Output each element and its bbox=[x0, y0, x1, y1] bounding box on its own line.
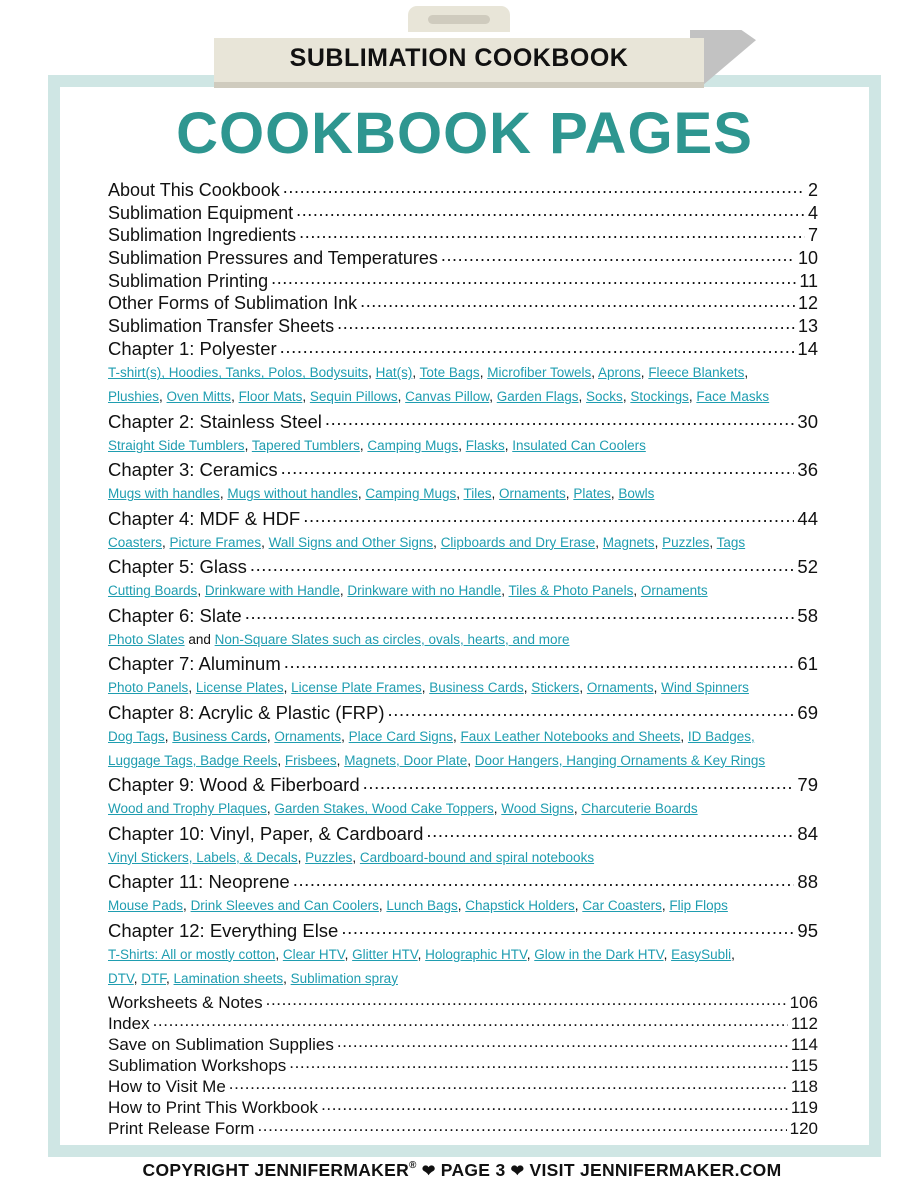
toc-entry-page: 30 bbox=[797, 410, 818, 432]
toc-entry[interactable] bbox=[108, 201, 818, 224]
project-link[interactable]: Socks bbox=[586, 389, 623, 405]
project-link[interactable]: Drinkware with Handle bbox=[204, 583, 340, 599]
toc-entry-page: 84 bbox=[797, 822, 818, 844]
toc-entry-page: 4 bbox=[807, 202, 818, 223]
dot-leader bbox=[360, 291, 795, 309]
project-link[interactable]: Dog Tags bbox=[108, 728, 165, 744]
registered-mark: ® bbox=[409, 1160, 417, 1171]
project-link[interactable]: Ornaments bbox=[274, 728, 342, 744]
toc-entry-title: Chapter 12: Everything Else bbox=[108, 919, 339, 941]
project-link[interactable]: Tapered Tumblers bbox=[251, 437, 360, 453]
dot-leader bbox=[441, 246, 795, 264]
project-link[interactable]: Picture Frames bbox=[169, 534, 262, 550]
project-link[interactable]: Lamination sheets bbox=[173, 970, 284, 986]
toc-entry-title: Sublimation Transfer Sheets bbox=[108, 316, 335, 337]
project-link[interactable]: Photo Panels bbox=[108, 680, 189, 696]
toc-entry[interactable] bbox=[108, 314, 818, 337]
toc-entry-page: 95 bbox=[797, 919, 818, 941]
dot-leader bbox=[337, 314, 795, 332]
project-link[interactable]: Chapstick Holders bbox=[465, 898, 575, 914]
dot-leader bbox=[363, 773, 795, 792]
project-link[interactable]: Stockings bbox=[630, 389, 689, 405]
chapter-project-links: Cutting Boards, Drinkware with Handle, Drinkware with no Handle, Tiles & Photo Panels, Ornaments bbox=[108, 583, 708, 599]
toc-entry[interactable] bbox=[108, 700, 818, 725]
toc-entry-title: Chapter 5: Glass bbox=[108, 556, 247, 578]
toc-entry-title: Chapter 1: Polyester bbox=[108, 338, 277, 360]
toc-entry[interactable] bbox=[108, 1054, 818, 1075]
toc-entry-title: How to Visit Me bbox=[108, 1076, 226, 1096]
toc-entry-title: Chapter 4: MDF & HDF bbox=[108, 507, 301, 529]
dot-leader bbox=[289, 1054, 788, 1071]
project-link[interactable]: Camping Mugs bbox=[367, 437, 459, 453]
project-link[interactable]: T-shirt(s), Hoodies, Tanks, Polos, Bodysuits bbox=[108, 365, 369, 381]
toc-entry-page: 14 bbox=[797, 338, 818, 360]
chapter-project-links: DTV, DTF, Lamination sheets, Sublimation spray bbox=[108, 970, 398, 986]
project-link[interactable]: Fleece Blankets bbox=[648, 365, 745, 381]
project-link[interactable]: Mouse Pads bbox=[108, 898, 184, 914]
toc-entry[interactable] bbox=[108, 1033, 818, 1054]
project-link[interactable]: Garden Flags bbox=[496, 389, 579, 405]
project-link[interactable]: Photo Slates bbox=[108, 631, 185, 647]
project-link[interactable]: Tiles & Photo Panels bbox=[508, 583, 634, 599]
toc-entry-page: 2 bbox=[807, 180, 818, 200]
toc-entry-page: 112 bbox=[790, 1013, 818, 1033]
project-link[interactable]: ID Badges, bbox=[687, 728, 755, 744]
toc-entry-page: 58 bbox=[797, 604, 818, 626]
project-link[interactable]: Vinyl Stickers, Labels, & Decals bbox=[108, 849, 298, 865]
toc-entry-title: Chapter 11: Neoprene bbox=[108, 871, 290, 893]
project-link[interactable]: Non-Square Slates such as circles, ovals, hearts, and more bbox=[214, 631, 570, 647]
dot-leader bbox=[426, 821, 794, 840]
toc-entry[interactable] bbox=[108, 991, 818, 1012]
project-link[interactable]: License Plates bbox=[195, 680, 284, 696]
toc-entry-page: 13 bbox=[797, 316, 818, 337]
dot-leader bbox=[293, 870, 795, 889]
project-link[interactable]: DTV bbox=[108, 970, 134, 986]
project-link[interactable]: Magnets, Door Plate bbox=[344, 752, 468, 768]
project-link[interactable]: Wood and Trophy Plaques bbox=[108, 801, 267, 817]
dot-leader bbox=[250, 555, 795, 574]
project-link[interactable]: Wood Signs bbox=[501, 801, 574, 817]
toc-entry[interactable] bbox=[108, 870, 818, 895]
chapter-project-links: Luggage Tags, Badge Reels, Frisbees, Magnets, Door Plate, Door Hangers, Hanging Ornaments & Key Rings bbox=[108, 752, 766, 768]
toc-entry-title: Sublimation Ingredients bbox=[108, 225, 297, 246]
project-link[interactable]: Tiles bbox=[463, 486, 492, 502]
project-link[interactable]: Ornaments bbox=[499, 486, 566, 502]
project-link[interactable]: Puzzles bbox=[305, 849, 353, 865]
toc-entry[interactable] bbox=[108, 652, 818, 677]
project-link[interactable]: Ornaments bbox=[640, 583, 708, 599]
heart-icon: ❤ bbox=[421, 1163, 436, 1180]
chapter-project-links: Coasters, Picture Frames, Wall Signs and Other Signs, Clipboards and Dry Erase, Magnets, Puzzles, Tags bbox=[108, 534, 746, 550]
toc-entry-page: 106 bbox=[789, 992, 818, 1012]
project-link[interactable]: Sequin Pillows bbox=[309, 389, 398, 405]
toc-entry-title: Chapter 3: Ceramics bbox=[108, 459, 278, 481]
toc-entry-page: 88 bbox=[797, 871, 818, 893]
toc-entry-title: Worksheets & Notes bbox=[108, 992, 263, 1012]
toc-entry-page: 118 bbox=[790, 1076, 818, 1096]
toc-entry[interactable] bbox=[108, 821, 818, 846]
project-link[interactable]: Clipboards and Dry Erase bbox=[440, 534, 596, 550]
toc-entry-title: Sublimation Equipment bbox=[108, 202, 294, 223]
project-link[interactable]: Plates bbox=[573, 486, 611, 502]
chapter-project-links: Vinyl Stickers, Labels, & Decals, Puzzles, Cardboard-bound and spiral notebooks bbox=[108, 849, 595, 865]
project-link[interactable]: DTF bbox=[141, 970, 167, 986]
toc-entry-title: Print Release Form bbox=[108, 1118, 255, 1138]
chapter-project-links: Straight Side Tumblers, Tapered Tumblers, Camping Mugs, Flasks, Insulated Can Coolers bbox=[108, 437, 646, 453]
toc-entry[interactable] bbox=[108, 1012, 818, 1033]
toc-entry-title: Save on Sublimation Supplies bbox=[108, 1034, 334, 1054]
footer-page-number: PAGE 3 bbox=[440, 1160, 506, 1180]
chapter-project-links: Photo Panels, License Plates, License Plate Frames, Business Cards, Stickers, Ornaments, Wind Spinners bbox=[108, 680, 749, 696]
toc-entry-page: 36 bbox=[797, 459, 818, 481]
project-link[interactable]: Glitter HTV bbox=[352, 946, 418, 962]
project-link[interactable]: Plushies bbox=[108, 389, 160, 405]
project-link[interactable]: Mugs without handles bbox=[227, 486, 358, 502]
toc-entry[interactable] bbox=[108, 246, 818, 269]
project-link[interactable]: Glow in the Dark HTV bbox=[534, 946, 664, 962]
project-link[interactable]: Canvas Pillow bbox=[405, 389, 490, 405]
connector-text: and bbox=[188, 631, 211, 647]
toc-entry-page: 120 bbox=[789, 1118, 818, 1138]
toc-entry-page: 52 bbox=[797, 556, 818, 578]
project-link[interactable]: Cutting Boards bbox=[108, 583, 198, 599]
toc-entry-title: Sublimation Pressures and Temperatures bbox=[108, 248, 438, 269]
project-link[interactable]: Mugs with handles bbox=[108, 486, 220, 502]
toc-entry-title: Chapter 2: Stainless Steel bbox=[108, 410, 322, 432]
toc-entry-title: Chapter 8: Acrylic & Plastic (FRP) bbox=[108, 701, 385, 723]
project-link[interactable]: Faux Leather Notebooks and Sheets bbox=[460, 728, 681, 744]
chapter-project-links bbox=[108, 628, 818, 652]
tab-base bbox=[214, 82, 704, 88]
dot-leader bbox=[280, 337, 795, 356]
toc-entry-page: 119 bbox=[790, 1097, 818, 1117]
toc-entry[interactable] bbox=[108, 269, 818, 292]
dot-leader bbox=[321, 1096, 788, 1113]
toc-entry-title: Sublimation Printing bbox=[108, 270, 269, 291]
dot-leader bbox=[271, 269, 796, 287]
dot-leader bbox=[229, 1075, 788, 1092]
project-link[interactable]: Flip Flops bbox=[669, 898, 728, 914]
toc-entry[interactable] bbox=[108, 918, 818, 943]
dot-leader bbox=[388, 700, 795, 719]
toc-entry-title: About This Cookbook bbox=[108, 180, 280, 200]
toc-entry-title: Other Forms of Sublimation Ink bbox=[108, 293, 358, 314]
toc-entry-title: Sublimation Workshops bbox=[108, 1055, 287, 1075]
chapter-project-links: Wood and Trophy Plaques, Garden Stakes, Wood Cake Toppers, Wood Signs, Charcuterie Boards bbox=[108, 801, 698, 817]
project-link[interactable]: Magnets bbox=[602, 534, 655, 550]
project-link[interactable]: EasySubli bbox=[671, 946, 732, 962]
dot-leader bbox=[245, 603, 795, 622]
project-link[interactable]: Floor Mats bbox=[238, 389, 303, 405]
project-link[interactable]: Wall Signs and Other Signs bbox=[268, 534, 434, 550]
toc-entry-title: Index bbox=[108, 1013, 150, 1033]
dot-leader bbox=[325, 409, 795, 428]
project-link[interactable]: Frisbees bbox=[284, 752, 337, 768]
footer-visit-link[interactable]: VISIT JENNIFERMAKER.COM bbox=[529, 1160, 782, 1180]
toc-entry[interactable] bbox=[108, 1117, 818, 1138]
project-link[interactable]: Sublimation spray bbox=[290, 970, 398, 986]
dot-leader bbox=[299, 223, 805, 241]
toc-entry-page: 12 bbox=[797, 293, 818, 314]
chapter-project-links: T-Shirts: All or mostly cotton, Clear HTV, Glitter HTV, Holographic HTV, Glow in the Dark HTV, EasySubli, bbox=[108, 946, 735, 962]
project-link[interactable]: Oven Mitts bbox=[166, 389, 232, 405]
toc-entry[interactable] bbox=[108, 555, 818, 580]
project-link[interactable]: Coasters bbox=[108, 534, 163, 550]
project-link[interactable]: Straight Side Tumblers bbox=[108, 437, 245, 453]
toc-entry[interactable] bbox=[108, 506, 818, 531]
project-link[interactable]: Business Cards bbox=[172, 728, 267, 744]
chapter-project-links: Mouse Pads, Drink Sleeves and Can Coolers, Lunch Bags, Chapstick Holders, Car Coasters, Flip Flops bbox=[108, 898, 728, 914]
footer-copyright: COPYRIGHT JENNIFERMAKER bbox=[142, 1160, 410, 1180]
chapter-project-links: T-shirt(s), Hoodies, Tanks, Polos, Bodysuits, Hat(s), Tote Bags, Microfiber Towels, Aprons, Fleece Blankets, bbox=[108, 365, 749, 381]
project-link[interactable]: Cardboard-bound and spiral notebooks bbox=[359, 849, 595, 865]
project-link[interactable]: Lunch Bags bbox=[386, 898, 458, 914]
toc-entry-page: 10 bbox=[797, 248, 818, 269]
toc-entry[interactable] bbox=[108, 178, 818, 201]
project-link[interactable]: Charcuterie Boards bbox=[581, 801, 698, 817]
project-link[interactable]: Stickers bbox=[531, 680, 580, 696]
project-link[interactable]: License Plate Frames bbox=[291, 680, 422, 696]
project-link[interactable]: Face Masks bbox=[696, 389, 770, 405]
project-link[interactable]: Garden Stakes, Wood Cake Toppers bbox=[274, 801, 494, 817]
project-link[interactable]: Drinkware with no Handle bbox=[347, 583, 502, 599]
project-link[interactable]: Business Cards bbox=[429, 680, 524, 696]
toc-entry[interactable] bbox=[108, 458, 818, 483]
dot-leader bbox=[284, 652, 795, 671]
dot-leader bbox=[337, 1033, 788, 1050]
project-link[interactable]: Bowls bbox=[618, 486, 655, 502]
page-title: COOKBOOK PAGES bbox=[176, 101, 753, 166]
heart-icon: ❤ bbox=[510, 1163, 525, 1180]
dot-leader bbox=[281, 458, 795, 477]
project-link[interactable]: Drink Sleeves and Can Coolers bbox=[190, 898, 379, 914]
header-tab-title: SUBLIMATION COOKBOOK bbox=[289, 44, 629, 72]
dot-leader bbox=[266, 991, 787, 1008]
project-link[interactable]: Insulated Can Coolers bbox=[512, 437, 646, 453]
toc-entry-page: 115 bbox=[790, 1055, 818, 1075]
project-link[interactable]: Car Coasters bbox=[582, 898, 662, 914]
project-link[interactable]: Luggage Tags, Badge Reels bbox=[108, 752, 278, 768]
dot-leader bbox=[341, 918, 794, 937]
toc-entry-page: 79 bbox=[797, 774, 818, 796]
binder-clip-slot bbox=[428, 15, 490, 24]
dot-leader bbox=[283, 178, 805, 196]
chapter-project-links: Dog Tags, Business Cards, Ornaments, Place Card Signs, Faux Leather Notebooks and Sheets, ID Badges, bbox=[108, 728, 755, 744]
project-link[interactable]: Aprons bbox=[598, 365, 641, 381]
toc-entry-page: 61 bbox=[797, 653, 818, 675]
project-link[interactable]: Tags bbox=[716, 534, 746, 550]
toc-entry[interactable] bbox=[108, 337, 818, 362]
toc-entry-page: 11 bbox=[799, 270, 818, 291]
project-link[interactable]: Wind Spinners bbox=[661, 680, 749, 696]
project-link[interactable]: T-Shirts: All or mostly cotton bbox=[108, 946, 276, 962]
project-link[interactable]: Place Card Signs bbox=[348, 728, 453, 744]
toc-entry-title: Chapter 6: Slate bbox=[108, 604, 242, 626]
toc-entry-page: 44 bbox=[797, 507, 818, 529]
toc-entry-title: Chapter 7: Aluminum bbox=[108, 653, 281, 675]
toc-entry[interactable] bbox=[108, 409, 818, 434]
toc-entry-title: Chapter 10: Vinyl, Paper, & Cardboard bbox=[108, 822, 424, 844]
chapter-project-links: Plushies, Oven Mitts, Floor Mats, Sequin Pillows, Canvas Pillow, Garden Flags, Socks, Stockings, Face Masks bbox=[108, 389, 770, 405]
project-link[interactable]: Flasks bbox=[465, 437, 505, 453]
dot-leader bbox=[303, 506, 794, 525]
toc-entry[interactable] bbox=[108, 291, 818, 314]
toc-entry[interactable] bbox=[108, 1075, 818, 1096]
toc-entry-page: 69 bbox=[797, 701, 818, 723]
chapter-project-links: Mugs with handles, Mugs without handles, Camping Mugs, Tiles, Ornaments, Plates, Bowls bbox=[108, 486, 655, 502]
project-link[interactable]: Puzzles bbox=[662, 534, 710, 550]
project-link[interactable]: Clear HTV bbox=[282, 946, 345, 962]
toc-entry[interactable] bbox=[108, 603, 818, 628]
dot-leader bbox=[257, 1117, 786, 1134]
toc-entry-page: 7 bbox=[807, 225, 818, 246]
dot-leader bbox=[153, 1012, 788, 1029]
toc-entry-title: How to Print This Workbook bbox=[108, 1097, 319, 1117]
toc-entry-title: Chapter 9: Wood & Fiberboard bbox=[108, 774, 360, 796]
footer bbox=[0, 1160, 924, 1181]
table-of-contents bbox=[108, 178, 818, 1138]
project-link[interactable]: Ornaments bbox=[586, 680, 654, 696]
toc-entry[interactable] bbox=[108, 223, 818, 246]
toc-entry[interactable] bbox=[108, 773, 818, 798]
project-link[interactable]: Holographic HTV bbox=[425, 946, 527, 962]
toc-entry[interactable] bbox=[108, 1096, 818, 1117]
project-link[interactable]: Hat(s) bbox=[375, 365, 413, 381]
project-link[interactable]: Door Hangers, Hanging Ornaments & Key Rings bbox=[474, 752, 766, 768]
toc-entry-page: 114 bbox=[790, 1034, 818, 1054]
project-link[interactable]: Tote Bags bbox=[419, 365, 480, 381]
dot-leader bbox=[296, 201, 805, 219]
project-link[interactable]: Camping Mugs bbox=[365, 486, 457, 502]
project-link[interactable]: Microfiber Towels bbox=[487, 365, 592, 381]
